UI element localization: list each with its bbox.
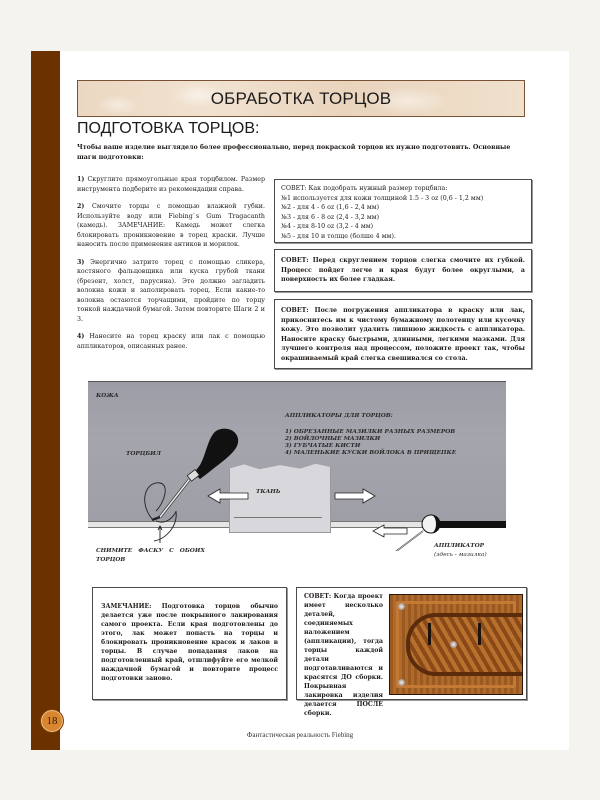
bevel-caption-line: ТОРЦОВ	[96, 557, 126, 563]
page-number-badge	[40, 709, 64, 733]
chapter-title: ОБРАБОТКА ТОРЦОВ	[210, 88, 392, 108]
edge-beveler-icon	[145, 429, 239, 543]
tip-line: №3 - для 6 - 8 oz (2,4 - 3,2 мм)	[281, 213, 380, 221]
chapter-banner	[77, 80, 525, 117]
arrow-left-small-icon	[373, 525, 407, 537]
page-footer: Фантастическая реальность Fiebing	[246, 731, 354, 739]
tip-box-applicator: СОВЕТ: После погружения аппликатора в краску или лак, прикоснитесь им к чистому бумажному полотенцу или кусочку кожу. Это позволит удалить лишнюю жидкость с аппликатора. Наносите краску быстрыми, длинными, легкими мазками. Для лучшего контроля над процессом, положите проект так, чтобы окрашиваемый край слегка свешивался со стола.	[274, 299, 532, 369]
step-item	[77, 175, 265, 194]
tip-line: №5 - для 10 и толще (болше 4 мм).	[281, 232, 396, 240]
page-spine-bar	[31, 51, 60, 750]
intro-paragraph: Чтобы ваше изделие выглядело более профессионально, перед покраской торцов их нужно подготовить. Основные шаги подготовки:	[77, 144, 511, 161]
applicators-title: АППЛИКАТОРЫ ДЛЯ ТОРЦОВ:	[285, 413, 393, 419]
applicator-item: 2) ВОЙЛОЧНЫЕ МАЗИЛКИ	[285, 436, 381, 442]
bevel-caption-line: СНИМИТЕ ФАСКУ С ОБОИХ	[96, 548, 205, 554]
note-box: ЗАМЕЧАНИЕ: Подготовка торцов обычно делается уже после покрывного лакирования самого проекта. Если края подготовлены до этого, лак может попасть на торцы и блокировать проникновение красок и лаков в торцы. В случае попадания лаков на подготовленный край, отшлифуйте его мелкой наждачной бумагой и повторите процесс подготовки заново.	[92, 587, 287, 700]
page-number: 18	[46, 715, 58, 727]
applicator-item: 4) МАЛЕНЬКИЕ КУСКИ ВОЙЛОКА В ПРИЩЕПКЕ	[285, 450, 457, 456]
tip-title: СОВЕТ: Как подобрать нужный размер торцбила:	[281, 185, 448, 192]
tooled-leather-photo	[389, 594, 523, 695]
tip-text: СОВЕТ: Когда проект имеет несколько деталей, соединяемых наложением (аппликации), тогда торцы каждой детали подготавливаются и красятся ДО сборки. Покрывная лакировка изделия делается ПОСЛЕ сборки.	[304, 593, 383, 717]
step-item	[77, 202, 265, 250]
step-number: 4)	[77, 333, 85, 340]
tip-line: №1 используется для кожи толщиной 1.5 - 3 oz (0,6 - 1,2 мм)	[281, 194, 484, 202]
tip-box-tool-size	[274, 179, 532, 243]
tip-line: №4 - для 8-10 oz (3,2 - 4 мм)	[281, 223, 374, 230]
applicator-sublabel: (здесь - мазилка)	[434, 552, 487, 558]
step-number: 3)	[77, 258, 85, 266]
step-text: Смочите торцы с помощью влажной губки. Используйте воду или Fiebing`s Gum Tragacanth (камедь). ЗАМЕЧАНИЕ: Камедь может слегка блокировать проникновение в торец краски. Лучше наносить после применения антиков и морилок.	[77, 203, 265, 248]
applicator-label: АППЛИКАТОР	[434, 543, 484, 549]
tip-box-sponge: СОВЕТ: Перед скруглением торцов слегка смочите их губкой. Процесс пойдет легче и края будут более округлыми, а поверхность их более гладкая.	[274, 249, 532, 292]
beveler-label: ТОРЦБИЛ	[126, 451, 161, 457]
hook-icon	[428, 623, 431, 645]
step-text: Энергично затрите торец с помощью сликера, костяного фальцовщика или куска грубой ткани (брезент, холст, парусина). Это должно загладить волокна кожи и заполировать торец. Если какие-то волокна остаются торчащими, пройдите по торцу тонкой наждачной бумагой. Затем повторите Шаги 2 и 3.	[77, 258, 265, 323]
rivet-icon	[398, 679, 405, 686]
edge-finishing-illustration	[88, 381, 508, 563]
tip-box-assembly	[296, 587, 527, 717]
rivet-icon	[398, 603, 405, 610]
document-page	[31, 51, 569, 750]
tools-drawing	[88, 381, 508, 551]
arrow-right-icon	[335, 489, 375, 503]
rivet-icon	[450, 641, 457, 648]
hook-icon	[478, 623, 481, 645]
step-text: Скруглите прямоугольные края торцбилом. Размер инструмента подберите из рекомендации справа.	[77, 176, 265, 193]
bevel-caption	[96, 547, 205, 565]
step-number: 1)	[77, 176, 85, 183]
step-number: 2)	[77, 203, 85, 210]
cloth-label: ТКАНЬ	[256, 489, 281, 495]
tip-line: №2 - для 4 - 6 oz (1,6 - 2,4 мм)	[281, 204, 380, 211]
applicator-item: 3) ГУБЧАТЫЕ КИСТИ	[285, 443, 361, 449]
step-item	[77, 332, 265, 351]
photo-inner-panel	[406, 613, 523, 676]
section-heading: ПОДГОТОВКА ТОРЦОВ:	[77, 120, 260, 137]
applicator-item: 1) ОБРЕЗАННЫЕ МАЗИЛКИ РАЗНЫХ РАЗМЕРОВ	[285, 429, 456, 435]
leather-label: КОЖА	[96, 393, 119, 399]
step-text: Нанесите на торец краску или лак с помощью аппликаторов, описанных ранее.	[77, 333, 265, 350]
step-item	[77, 258, 265, 325]
applicators-list	[285, 429, 456, 457]
steps-list	[77, 175, 265, 359]
arrow-left-icon	[208, 489, 248, 503]
